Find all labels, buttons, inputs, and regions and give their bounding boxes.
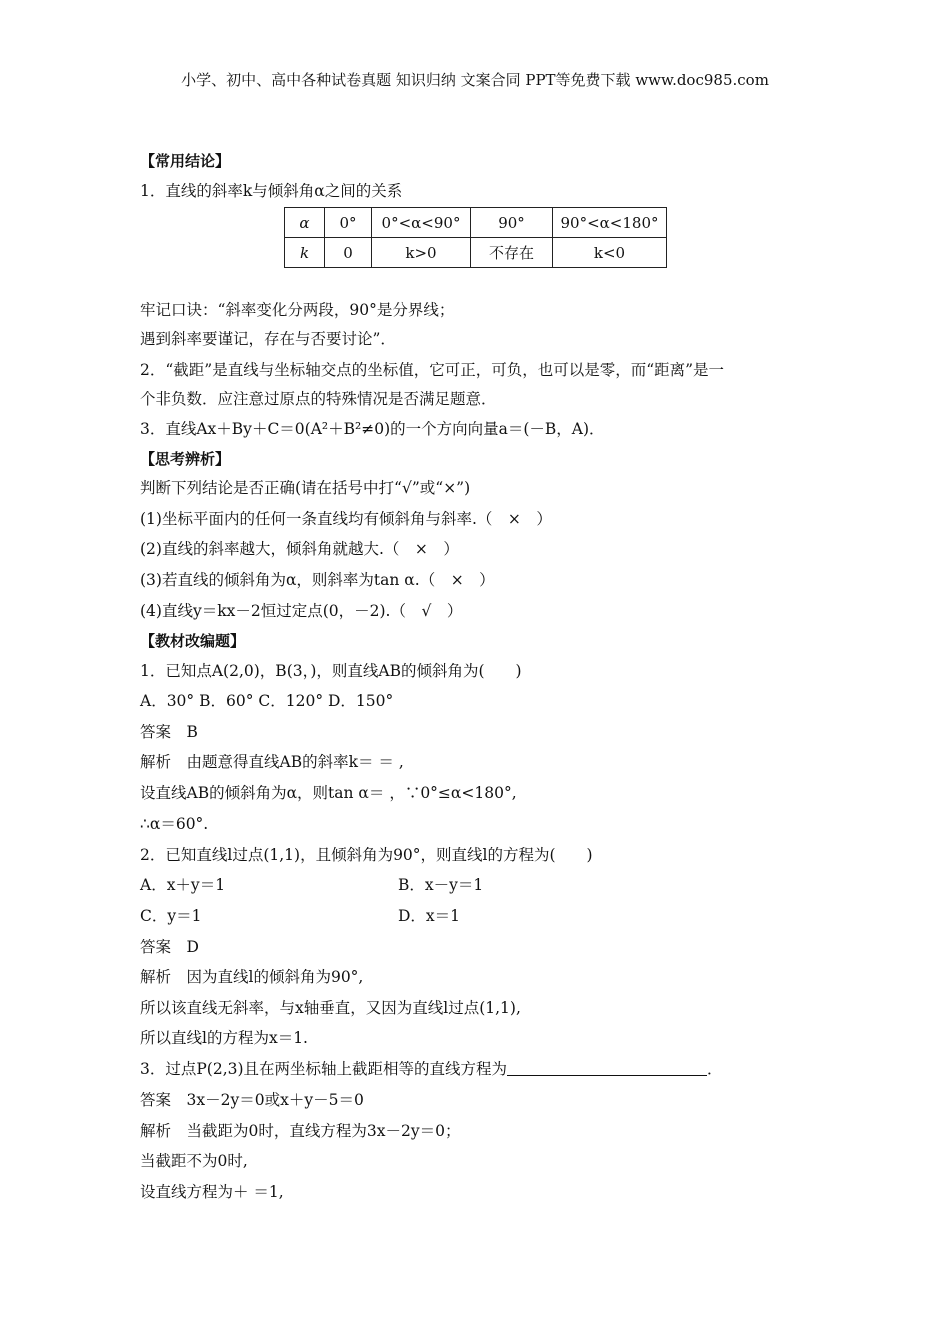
question-2: 2．已知直线l过点(1,1)，且倾斜角为90°，则直线l的方程为( ) xyxy=(140,846,593,864)
question-2-option-b: B．x－y＝1 xyxy=(398,876,484,894)
table-cell: 0 xyxy=(325,238,372,268)
section-common-conclusions-title: 【常用结论】 xyxy=(140,152,231,170)
question-3-solution-2: 当截距不为0时, xyxy=(140,1152,248,1170)
section-textbook-title: 【教材改编题】 xyxy=(140,632,246,650)
judge-item-2: (2)直线的斜率越大，倾斜角就越大.（ × ） xyxy=(140,540,459,558)
question-2-solution-1: 解析 因为直线l的倾斜角为90°, xyxy=(140,968,364,986)
mnemonic-line-2: 遇到斜率要谨记，存在与否要讨论”． xyxy=(140,330,396,348)
question-1-solution-1: 解析 由题意得直线AB的斜率k＝ ＝ , xyxy=(140,753,404,771)
table-cell: 0° xyxy=(325,208,372,238)
slope-angle-table xyxy=(284,207,667,268)
table-row xyxy=(285,208,667,238)
table-cell: 0°<α<90° xyxy=(372,208,471,238)
table-cell: 90°<α<180° xyxy=(553,208,667,238)
page-header: 小学、初中、高中各种试卷真题 知识归纳 文案合同 PPT等免费下载 www.doc985.com xyxy=(181,71,769,89)
table-cell: k>0 xyxy=(372,238,471,268)
question-1: 1．已知点A(2,0)，B(3，)，则直线AB的倾斜角为( ) xyxy=(140,662,522,680)
question-3-answer: 答案 3x－2y＝0或x＋y－5＝0 xyxy=(140,1091,364,1109)
conclusion-1: 1．直线的斜率k与倾斜角α之间的关系 xyxy=(140,182,403,200)
question-2-solution-2: 所以该直线无斜率，与x轴垂直，又因为直线l过点(1,1), xyxy=(140,999,521,1017)
question-1-options: A．30° B．60° C．120° D．150° xyxy=(140,692,394,710)
judge-item-1: (1)坐标平面内的任何一条直线均有倾斜角与斜率.（ × ） xyxy=(140,510,552,528)
conclusion-2-line-1: 2．“截距”是直线与坐标轴交点的坐标值，它可正，可负，也可以是零，而“距离”是一 xyxy=(140,361,725,379)
question-3-solution-3: 设直线方程为＋ ＝1, xyxy=(140,1183,284,1201)
judge-intro: 判断下列结论是否正确(请在括号中打“√”或“×”) xyxy=(140,479,471,497)
table-cell: 90° xyxy=(471,208,553,238)
judge-item-3: (3)若直线的倾斜角为α，则斜率为tan α.（ × ） xyxy=(140,571,495,589)
judge-item-4: (4)直线y＝kx－2恒过定点(0，－2).（ √ ） xyxy=(140,602,463,620)
mnemonic-line-1: 牢记口诀：“斜率变化分两段，90°是分界线； xyxy=(140,301,455,319)
question-3 xyxy=(140,1059,723,1079)
conclusion-3: 3．直线Ax＋By＋C＝0(A²＋B²≠0)的一个方向向量a＝(－B，A)． xyxy=(140,420,605,438)
question-2-option-a: A．x＋y＝1 xyxy=(140,876,226,894)
question-3-text: 3．过点P(2,3)且在两坐标轴上截距相等的直线方程为 xyxy=(140,1060,508,1078)
answer-blank xyxy=(507,1059,707,1076)
question-1-solution-2: 设直线AB的倾斜角为α，则tan α＝ ，∵0°≤α<180°, xyxy=(140,784,517,802)
question-3-end: ． xyxy=(707,1060,723,1078)
table-cell: 不存在 xyxy=(471,238,553,268)
table-cell: k<0 xyxy=(553,238,667,268)
question-2-option-c: C．y＝1 xyxy=(140,907,202,925)
question-1-answer: 答案 B xyxy=(140,723,198,741)
question-2-answer: 答案 D xyxy=(140,938,199,956)
table-cell: α xyxy=(285,208,325,238)
table-cell: k xyxy=(285,238,325,268)
question-3-solution-1: 解析 当截距为0时，直线方程为3x－2y＝0； xyxy=(140,1122,461,1140)
question-2-option-d: D．x＝1 xyxy=(398,907,461,925)
question-1-solution-3: ∴α＝60°. xyxy=(140,815,209,833)
conclusion-2-line-2: 个非负数．应注意过原点的特殊情况是否满足题意． xyxy=(140,390,497,408)
question-2-solution-3: 所以直线l的方程为x＝1. xyxy=(140,1029,308,1047)
table-row xyxy=(285,238,667,268)
section-think-judge-title: 【思考辨析】 xyxy=(140,450,231,468)
